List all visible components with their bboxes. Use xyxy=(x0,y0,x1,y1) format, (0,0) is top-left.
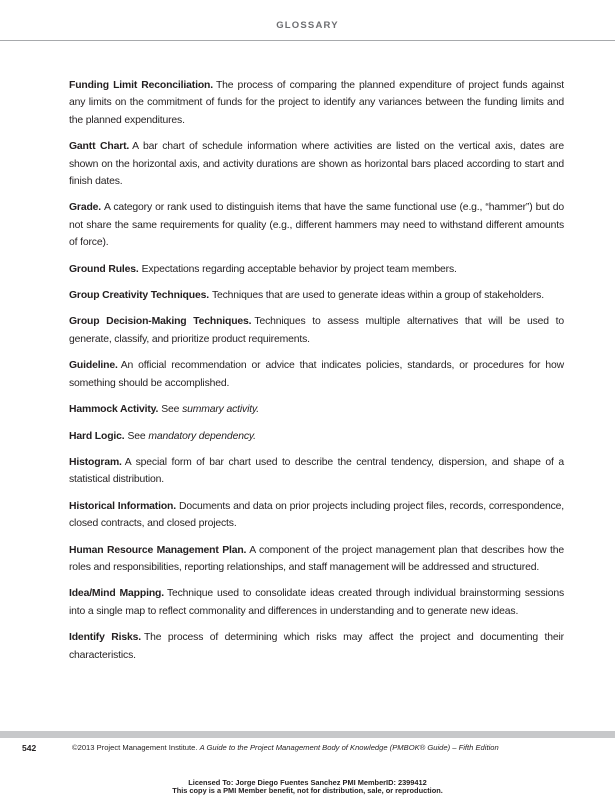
page-header-title: GLOSSARY xyxy=(276,20,339,31)
entry-definition: See xyxy=(127,430,146,442)
glossary-entry xyxy=(69,498,564,533)
entry-definition: Technique used to consolidate ideas created through individual brainstorming sessions into a single map to reflect commonality and differences in understanding and to generate new ideas. xyxy=(69,588,564,617)
entry-term: Human Resource Management Plan. xyxy=(69,544,247,556)
entry-definition: A special form of bar chart used to describe the central tendency, dispersion, and shape of a statistical distribution. xyxy=(69,456,564,486)
glossary-entry xyxy=(69,138,564,190)
glossary-entry xyxy=(69,585,564,620)
entry-term: Identify Risks. xyxy=(69,632,141,644)
glossary-entry xyxy=(69,313,564,348)
entry-term: Grade. xyxy=(69,202,102,214)
footer-band xyxy=(0,731,615,738)
entry-definition: Documents and data on prior projects including project files, records, correspondence, closed contracts, and closed projects. xyxy=(69,500,564,530)
entry-term: Ground Rules. xyxy=(69,263,139,275)
header-divider xyxy=(0,40,615,41)
entry-term: Gantt Chart. xyxy=(69,141,130,153)
entry-definition: See xyxy=(161,404,180,416)
glossary-entry xyxy=(69,357,564,392)
entry-term: Guideline. xyxy=(69,360,118,372)
page-number: 542 xyxy=(22,743,37,753)
entry-definition: Techniques to assess multiple alternatives that will be used to generate, classify, and prioritize product requirements. xyxy=(69,316,565,345)
glossary-entry xyxy=(69,401,564,418)
entry-definition: A component of the project management plan that describes how the roles and responsibilities, reporting relationships, and staff management will be addressed and structured. xyxy=(69,544,564,573)
glossary-entries xyxy=(69,77,564,673)
glossary-entry xyxy=(69,261,564,278)
entry-definition: The process of comparing the planned expenditure of project funds against any limits on the commitment of funds for the project to identify any variances between the funding limits and the planned expenditures. xyxy=(69,80,564,126)
entry-term: Group Decision-Making Techniques. xyxy=(69,316,252,328)
license-line-2: This copy is a PMI Member benefit, not for distribution, sale, or reproduction. xyxy=(172,786,443,795)
glossary-entry xyxy=(69,287,564,304)
glossary-entry xyxy=(69,542,564,577)
entry-definition: An official recommendation or advice that indicates policies, standards, or procedures for how something should be accomplished. xyxy=(69,360,564,389)
book-title: A Guide to the Project Management Body of Knowledge (PMBOK® Guide) – Fifth Edition xyxy=(199,743,499,752)
entry-term: Group Creativity Techniques. xyxy=(69,290,209,302)
glossary-entry xyxy=(69,428,564,445)
entry-term: Hard Logic. xyxy=(69,430,125,442)
license-notice xyxy=(0,779,615,795)
glossary-entry xyxy=(69,454,564,489)
entry-cross-reference: summary activity. xyxy=(182,404,259,416)
entry-term: Historical Information. xyxy=(69,500,176,512)
entry-term: Hammock Activity. xyxy=(69,404,159,416)
glossary-entry xyxy=(69,629,564,664)
entry-definition: The process of determining which risks may affect the project and documenting their characteristics. xyxy=(69,632,564,661)
entry-definition: Expectations regarding acceptable behavior by project team members. xyxy=(141,263,457,275)
entry-term: Idea/Mind Mapping. xyxy=(69,588,164,600)
license-line-1: Licensed To: Jorge Diego Fuentes Sanchez PMI MemberID: 2399412 xyxy=(188,778,427,787)
glossary-entry xyxy=(69,77,564,129)
glossary-entry xyxy=(69,199,564,251)
entry-term: Funding Limit Reconciliation. xyxy=(69,80,213,91)
copyright-text: ©2013 Project Management Institute. xyxy=(72,743,198,752)
entry-definition: A category or rank used to distinguish items that have the same functional use (e.g., “hammer”) but do not share the same requirements for quality (e.g., different hammers may need to withstand different amounts of force). xyxy=(69,202,564,249)
entry-cross-reference: mandatory dependency. xyxy=(148,430,256,442)
footer-copyright xyxy=(72,743,499,752)
entry-definition: A bar chart of schedule information where activities are listed on the vertical axis, dates are shown on the horizontal axis, and activity durations are shown as horizontal bars placed according to start and finish dates. xyxy=(69,141,564,188)
entry-definition: Techniques that are used to generate ideas within a group of stakeholders. xyxy=(211,290,544,302)
entry-term: Histogram. xyxy=(69,456,122,468)
